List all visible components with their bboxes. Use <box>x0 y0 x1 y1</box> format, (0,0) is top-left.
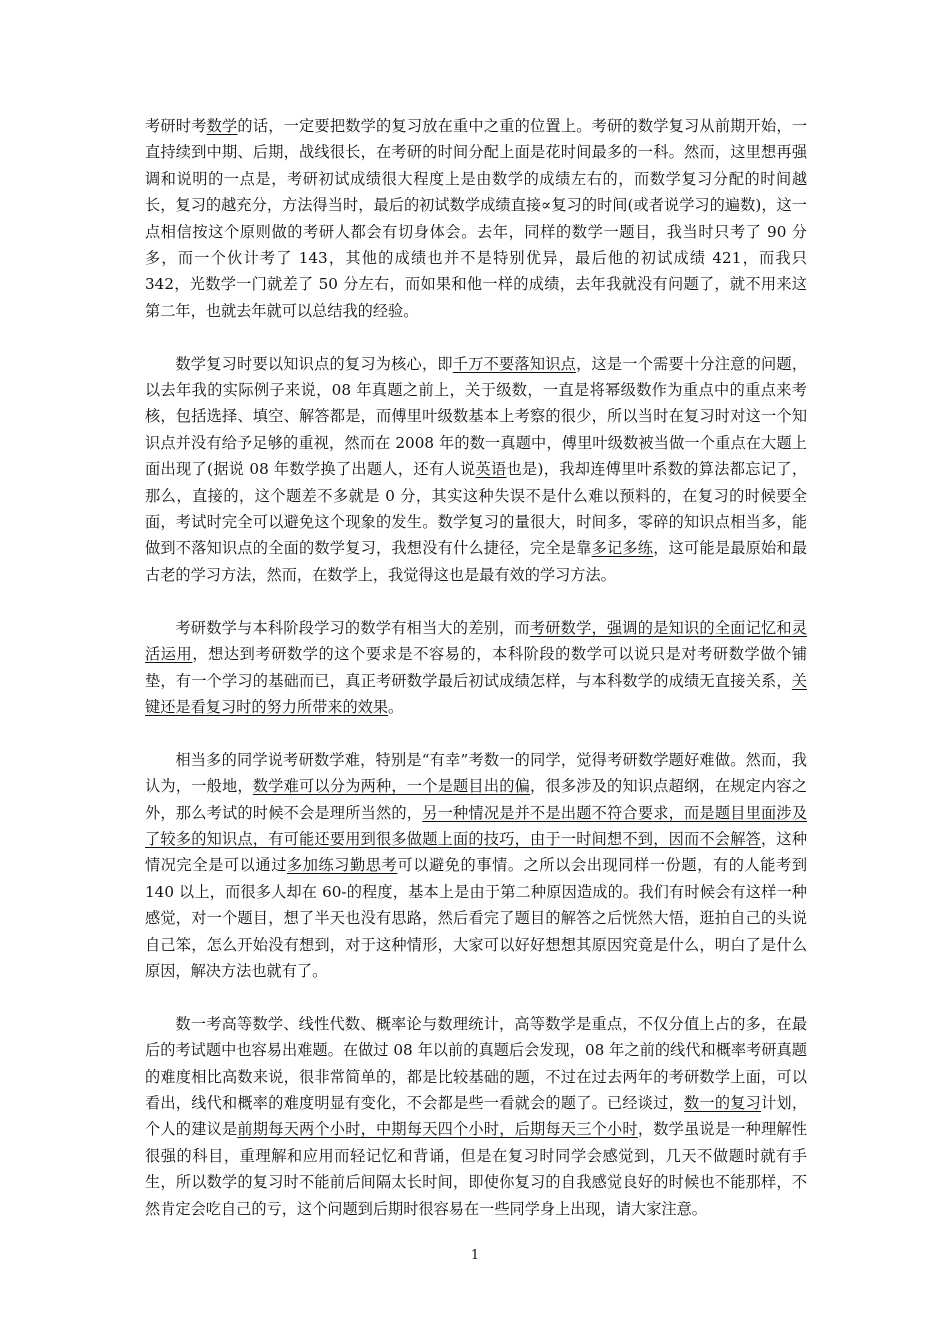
paragraph-3 <box>145 615 807 721</box>
underlined-text: 千万不要落知识点 <box>452 354 577 373</box>
underlined-text: 数一的复习 <box>684 1093 762 1112</box>
text-run: 数学复习时要以知识点的复习为核心，即 <box>175 354 453 373</box>
text-run: 。 <box>388 697 404 716</box>
text-run: ，数学虽说是一种理解性很强的科目，重理解和应用而轻记忆和背诵，但是在复习时同学会感觉到，几天不做题时就有手生，所以数学的复习时不能前后间隔太长时间，即使你复习的自我感觉良好的时候也不能那样，不然肯定会吃自己的亏，这个问题到后期时很容易在一些同学身上出现，请大家注意。 <box>145 1120 808 1218</box>
text-run: ，这种情况完全是可以通过 <box>145 829 808 875</box>
underlined-text: 关键还是看复习时的努力所带来的效果 <box>145 671 807 716</box>
underlined-text: 考研数学，强调的是知识的全面记忆和灵活运用 <box>145 618 808 664</box>
paragraph-1 <box>145 113 807 324</box>
text-run: ，这可能是最原始和最古老的学习方法，然而，在数学上，我觉得这也是最有效的学习方法。 <box>145 539 808 584</box>
page-number: 1 <box>470 1248 480 1263</box>
text-run: 的话，一定要把数学的复习放在重中之重的位置上。考研的数学复习从前期开始，一直持续到中期、后期，战线很长，在考研的时间分配上面是花时间最多的一科。然而，这里想再强调和说明的一点是，考研初试成绩很大程度上是由数学的成绩左右的，而数学复习分配的时间越长，复习的越充分，方法得当时，最后的初试数学成绩直接∝复习的时间(或者说学习的遍数)，这一点相信按这个原则做的考研人都会有切身体会。去年，同样的数学一题目，我当时只考了 90 分多，而一个伙计考了 143，其他的成绩也并不是特别优异，最后他的初试成绩 421，而我只 342，光数学一门就差了 50 分左右，而如果和他一样的成绩，去年我就没有问题了，就不用来这第二年，也就去年就可以总结我的经验。 <box>145 117 808 320</box>
text-run: ，想达到考研数学的这个要求是不容易的，本科阶段的数学可以说只是对考研数学做个铺垫，有一个学习的基础而已，真正考研数学最后初试成绩怎样，与本科数学的成绩无直接关系， <box>145 645 808 690</box>
text-run: 数一考高等数学、线性代数、概率论与数理统计，高等数学是重点，不仅分值上占的多，在最后的考试题中也容易出难题。在做过 08 年以前的真题后会发现，08 年之前的线代和概率考研真题的难度相比高数来说，很非常简单的，都是比较基础的题，不过在过去两年的考研数学上面，可以看出，线代和概率的难度明显有变化，不会都是些一看就会的题了。已经谈过， <box>145 1014 807 1112</box>
underlined-text: 另一种情况是并不是出题不符合要求，而是题目里面涉及了较多的知识点，有可能还要用到很多做题上面的技巧，由于一时间想不到，因而不会解答 <box>145 803 808 848</box>
underlined-text: 英语 <box>475 460 507 479</box>
text-run: 计划，个人的建议是 <box>145 1093 808 1139</box>
text-run: ，很多涉及的知识点超纲，在规定内容之外，那么考试的时候不会是理所当然的， <box>145 777 808 822</box>
paragraph-2 <box>145 351 807 589</box>
paragraph-5 <box>145 1011 807 1222</box>
text-run: 考研时考 <box>145 117 207 135</box>
underlined-text: 多加练习勤思考 <box>286 856 398 875</box>
text-run: ，这是一个需要十分注意的问题，以去年我的实际例子来说，08 年真题之前上，关于级数，一直是将幂级数作为重点中的重点来考核，包括选择、填空、解答都是，而傅里叶级数基本上考察的很少，所以当时在复习时对这一个知识点并没有给予足够的重视，然而在 2008 年的数一真题中，傅里叶级数被当做一个重点在大题上面出现了(据说 08 年数学换了出题人，还有人说 <box>145 354 808 479</box>
document-body <box>145 113 807 1248</box>
text-run: 相当多的同学说考研数学难，特别是“有幸”考数一的同学，觉得考研数学题好难做。然而，我认为，一般地， <box>145 750 807 796</box>
underlined-text: 多记多练 <box>591 539 654 558</box>
text-run: 考研数学与本科阶段学习的数学有相当大的差别，而 <box>175 618 530 637</box>
text-run: 可以避免的事情。之所以会出现同样一份题，有的人能考到 140 以上，而很多人却在 60-的程度，基本上是由于第二种原因造成的。我们有时候会有这样一种感觉，对一个题目，想了半天也没有思路，然后看完了题目的解答之后恍然大悟，逛拍自己的头说自己笨，怎么开始没有想到，对于这种情形，大家可以好好想想其原因究竟是什么，明白了是什么原因，解决方法也就有了。 <box>145 856 808 980</box>
underlined-text: 数学 <box>206 117 238 135</box>
underlined-text: 前期每天两个小时，中期每天四个小时，后期每天三个小时 <box>237 1120 638 1139</box>
paragraph-4 <box>145 747 807 985</box>
text-run: 也是)，我却连傅里叶系数的算法都忘记了，那么，直接的，这个题差不多就是 0 分，其实这种失误不是什么难以预料的，在复习的时候要全面，考试时完全可以避免这个现象的发生。数学复习的量很大，时间多，零碎的知识点相当多，能做到不落知识点的全面的数学复习，我想没有什么捷径，完全是靠 <box>145 460 808 558</box>
underlined-text: 数学难可以分为两种，一个是题目出的偏 <box>252 777 531 796</box>
